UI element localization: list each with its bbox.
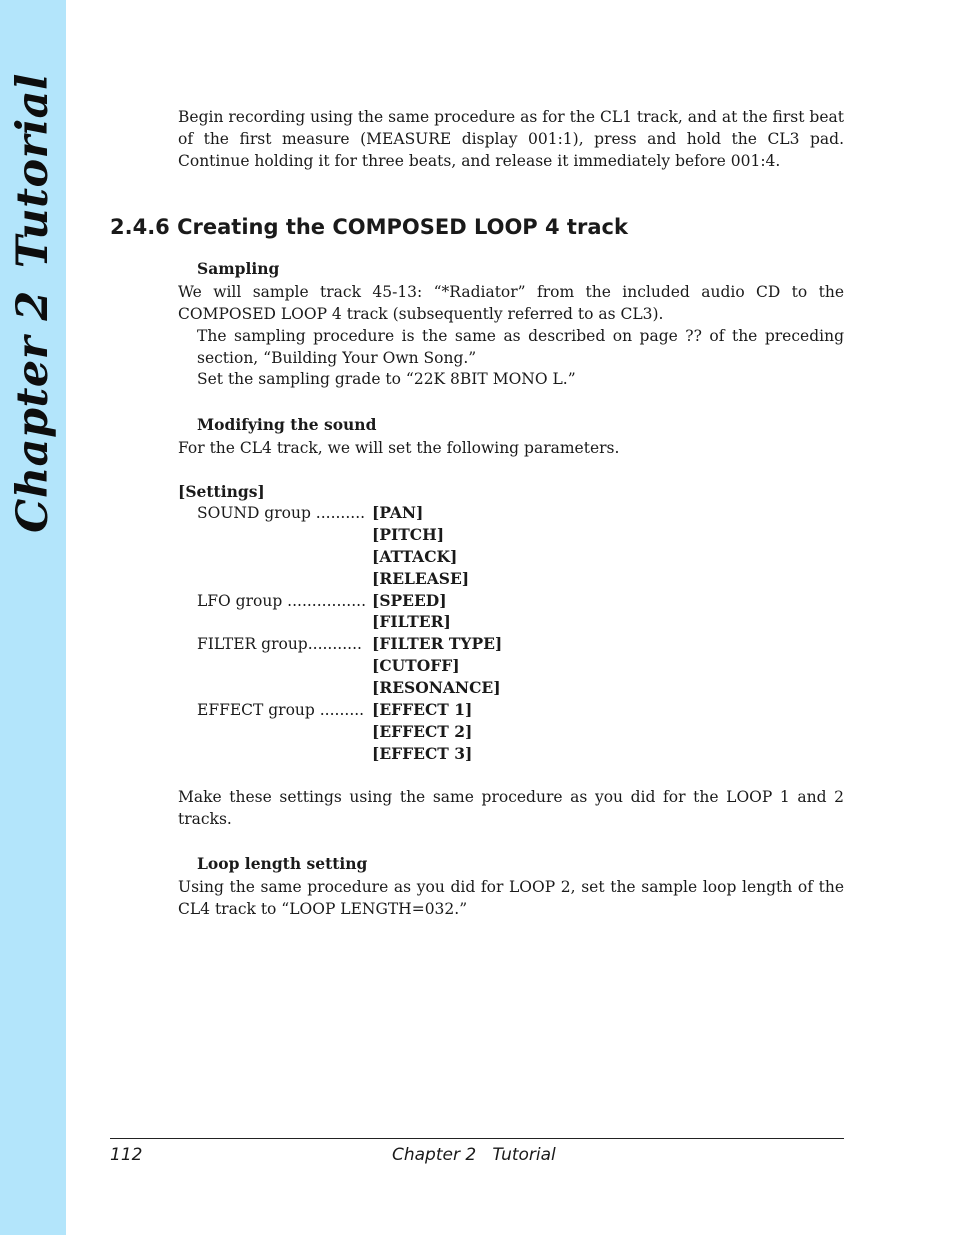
settings-row <box>197 568 502 590</box>
settings-row <box>197 743 502 765</box>
footer-chapter-title <box>392 1143 556 1167</box>
settings-param: [PAN] <box>372 503 424 522</box>
settings-param: [EFFECT 2] <box>372 721 473 741</box>
settings-row <box>197 546 502 568</box>
settings-group: LFO group ................ <box>197 591 367 610</box>
settings-table <box>197 502 502 765</box>
settings-param: [ATTACK] <box>372 546 458 566</box>
chapter-sidebar <box>0 0 66 1235</box>
settings-group <box>197 611 372 633</box>
settings-param: [SPEED] <box>372 590 447 610</box>
settings-group <box>197 721 372 743</box>
section-label: Tutorial <box>8 73 58 269</box>
sampling-paragraph-1: We will sample track 45-13: “*Radiator” from the included audio CD to the COMPOSED LOOP 4 track (subsequently referred to as CL3). <box>178 283 844 323</box>
settings-row <box>197 677 502 699</box>
settings-param: [FILTER] <box>372 612 451 632</box>
section-heading: 2.4.6 Creating the COMPOSED LOOP 4 track <box>110 215 628 239</box>
sampling-paragraph-3: Set the sampling grade to “22K 8BIT MONO L.” <box>197 370 576 388</box>
settings-row <box>197 699 502 721</box>
footer-section: Tutorial <box>492 1145 556 1165</box>
settings-group <box>197 524 372 546</box>
modifying-paragraph: For the CL4 track, we will set the following parameters. <box>178 439 620 457</box>
page-number: 112 <box>110 1145 143 1165</box>
loop-length-paragraph: Using the same procedure as you did for LOOP 2, set the sample loop length of the CL4 track to “LOOP LENGTH=032.” <box>178 878 844 918</box>
settings-group <box>197 677 372 699</box>
chapter-tab-label <box>8 73 58 533</box>
settings-group <box>197 743 372 765</box>
settings-param: [EFFECT 3] <box>372 743 473 763</box>
loop-length-title: Loop length setting <box>197 854 368 873</box>
settings-row <box>197 655 502 677</box>
footer-rule <box>110 1138 844 1139</box>
settings-row <box>197 502 502 524</box>
sampling-title: Sampling <box>197 259 280 278</box>
chapter-label: Chapter 2 <box>8 290 58 533</box>
intro-paragraph: Begin recording using the same procedure as for the CL1 track, and at the first beat of the first measure (MEASURE display 001:1), press and hold the CL3 pad. Continue holding it for three beats, and release it immediately before 001:4. <box>178 108 844 170</box>
settings-row <box>197 524 502 546</box>
settings-group: EFFECT group ......... <box>197 701 365 720</box>
settings-title: [Settings] <box>178 482 265 501</box>
settings-param: [EFFECT 1] <box>372 700 473 720</box>
settings-param: [FILTER TYPE] <box>372 634 503 654</box>
settings-param: [RELEASE] <box>372 568 470 588</box>
settings-row <box>197 590 502 612</box>
make-settings-paragraph: Make these settings using the same procedure as you did for the LOOP 1 and 2 tracks. <box>178 788 844 828</box>
settings-group <box>197 655 372 677</box>
modifying-title: Modifying the sound <box>197 415 377 434</box>
settings-param: [RESONANCE] <box>372 678 501 698</box>
settings-group: SOUND group .......... <box>197 504 366 522</box>
settings-param: [PITCH] <box>372 524 445 544</box>
settings-group <box>197 546 372 568</box>
footer-chapter: Chapter 2 <box>392 1145 477 1165</box>
settings-group <box>197 568 372 590</box>
sampling-paragraph-2: The sampling procedure is the same as described on page ?? of the preceding section, “Building Your Own Song.” <box>197 327 844 367</box>
settings-row <box>197 611 502 633</box>
settings-param: [CUTOFF] <box>372 656 460 676</box>
settings-row <box>197 721 502 743</box>
settings-row <box>197 633 502 655</box>
settings-group: FILTER group........... <box>197 635 362 654</box>
